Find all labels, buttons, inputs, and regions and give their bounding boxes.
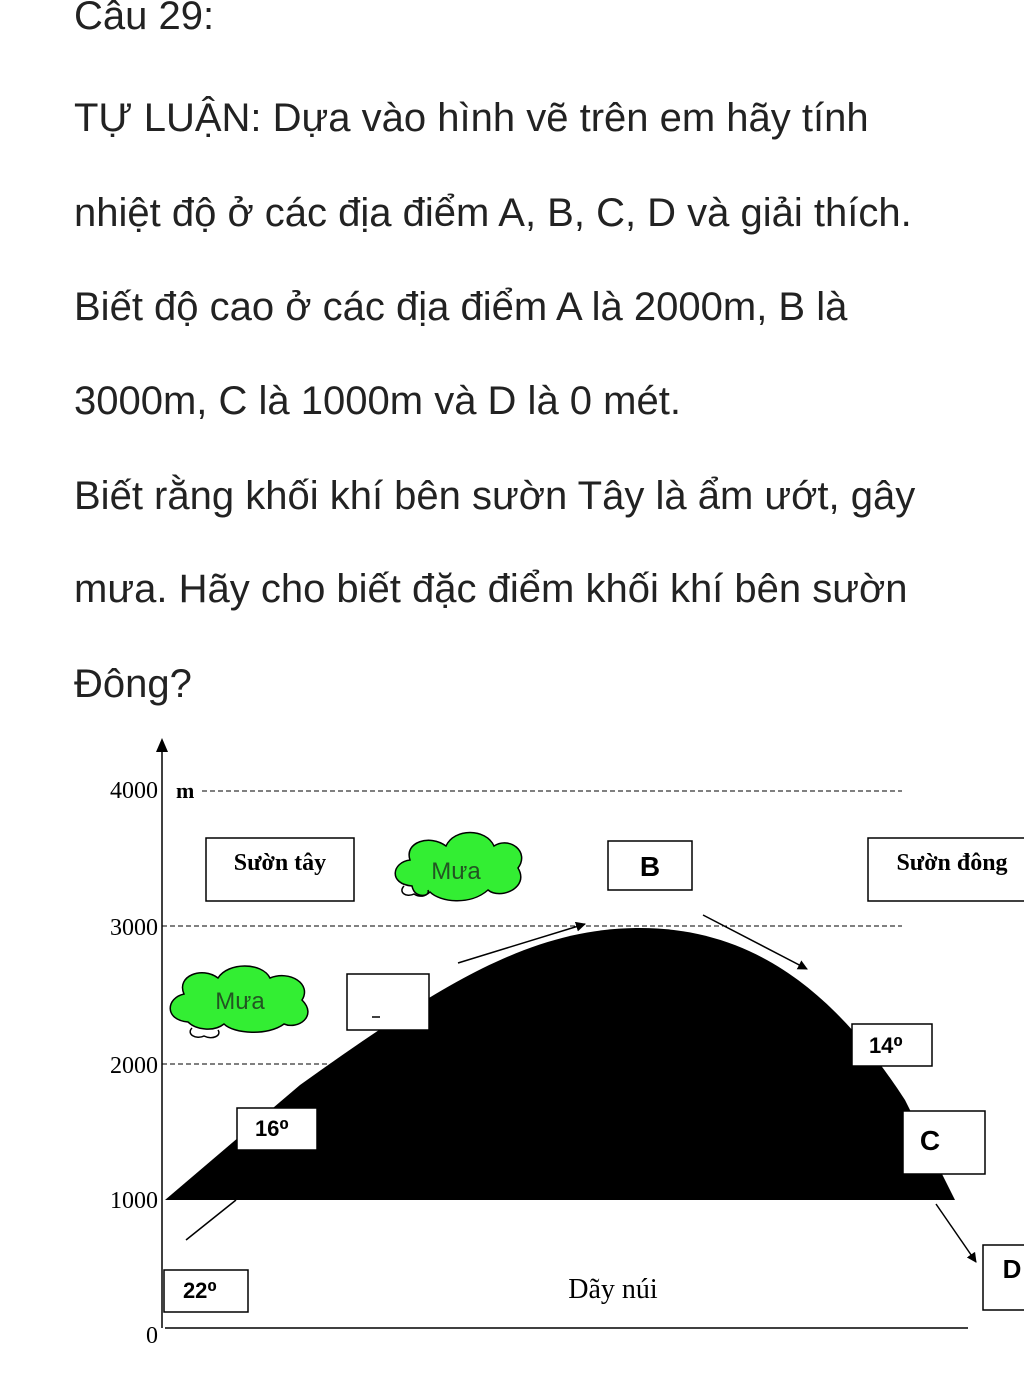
point-b-label: B xyxy=(639,851,661,882)
axis-unit: m xyxy=(176,778,195,803)
question-line-3: Biết độ cao ở các địa điểm A là 2000m, B là xyxy=(74,285,848,329)
question-line-2: nhiệt độ ở các địa điểm A, B, C, D và giải thích. xyxy=(74,191,912,235)
west-slope-label: Sườn tây xyxy=(233,850,327,876)
point-c-box xyxy=(903,1111,985,1174)
east-slope-label: Sườn đông xyxy=(896,850,1008,876)
point-d-label: D xyxy=(1002,1254,1022,1284)
question-title: Câu 29: xyxy=(74,0,215,38)
question-line-5: Biết rằng khối khí bên sườn Tây là ẩm ướt, gây xyxy=(74,474,916,518)
rain-label-lower: Mưa xyxy=(215,988,265,1015)
tick-1000: 1000 xyxy=(110,1188,158,1214)
wind-arrow-foot xyxy=(936,1204,976,1262)
temp-22-label: 22⁰ xyxy=(182,1278,218,1303)
tick-0: 0 xyxy=(146,1323,158,1349)
temp-14-label: 14⁰ xyxy=(868,1033,904,1058)
question-line-1: TỰ LUẬN: Dựa vào hình vẽ trên em hãy tính xyxy=(74,96,869,140)
tick-4000: 4000 xyxy=(110,778,158,804)
tick-3000: 3000 xyxy=(110,915,158,941)
y-axis-arrow-icon xyxy=(156,738,168,752)
temp-16-label: 16⁰ xyxy=(254,1116,290,1141)
point-a-box xyxy=(347,974,429,1030)
wind-arrow-base xyxy=(186,1200,236,1240)
rain-label-upper: Mưa xyxy=(431,858,481,885)
tick-2000: 2000 xyxy=(110,1053,158,1079)
question-line-4: 3000m, C là 1000m và D là 0 mét. xyxy=(74,379,681,423)
point-c-label: C xyxy=(919,1125,941,1156)
question-line-7: Đông? xyxy=(74,662,192,706)
mountain-range-label: Dãy núi xyxy=(568,1274,658,1305)
question-line-6: mưa. Hãy cho biết đặc điểm khối khí bên sườn xyxy=(74,567,908,611)
